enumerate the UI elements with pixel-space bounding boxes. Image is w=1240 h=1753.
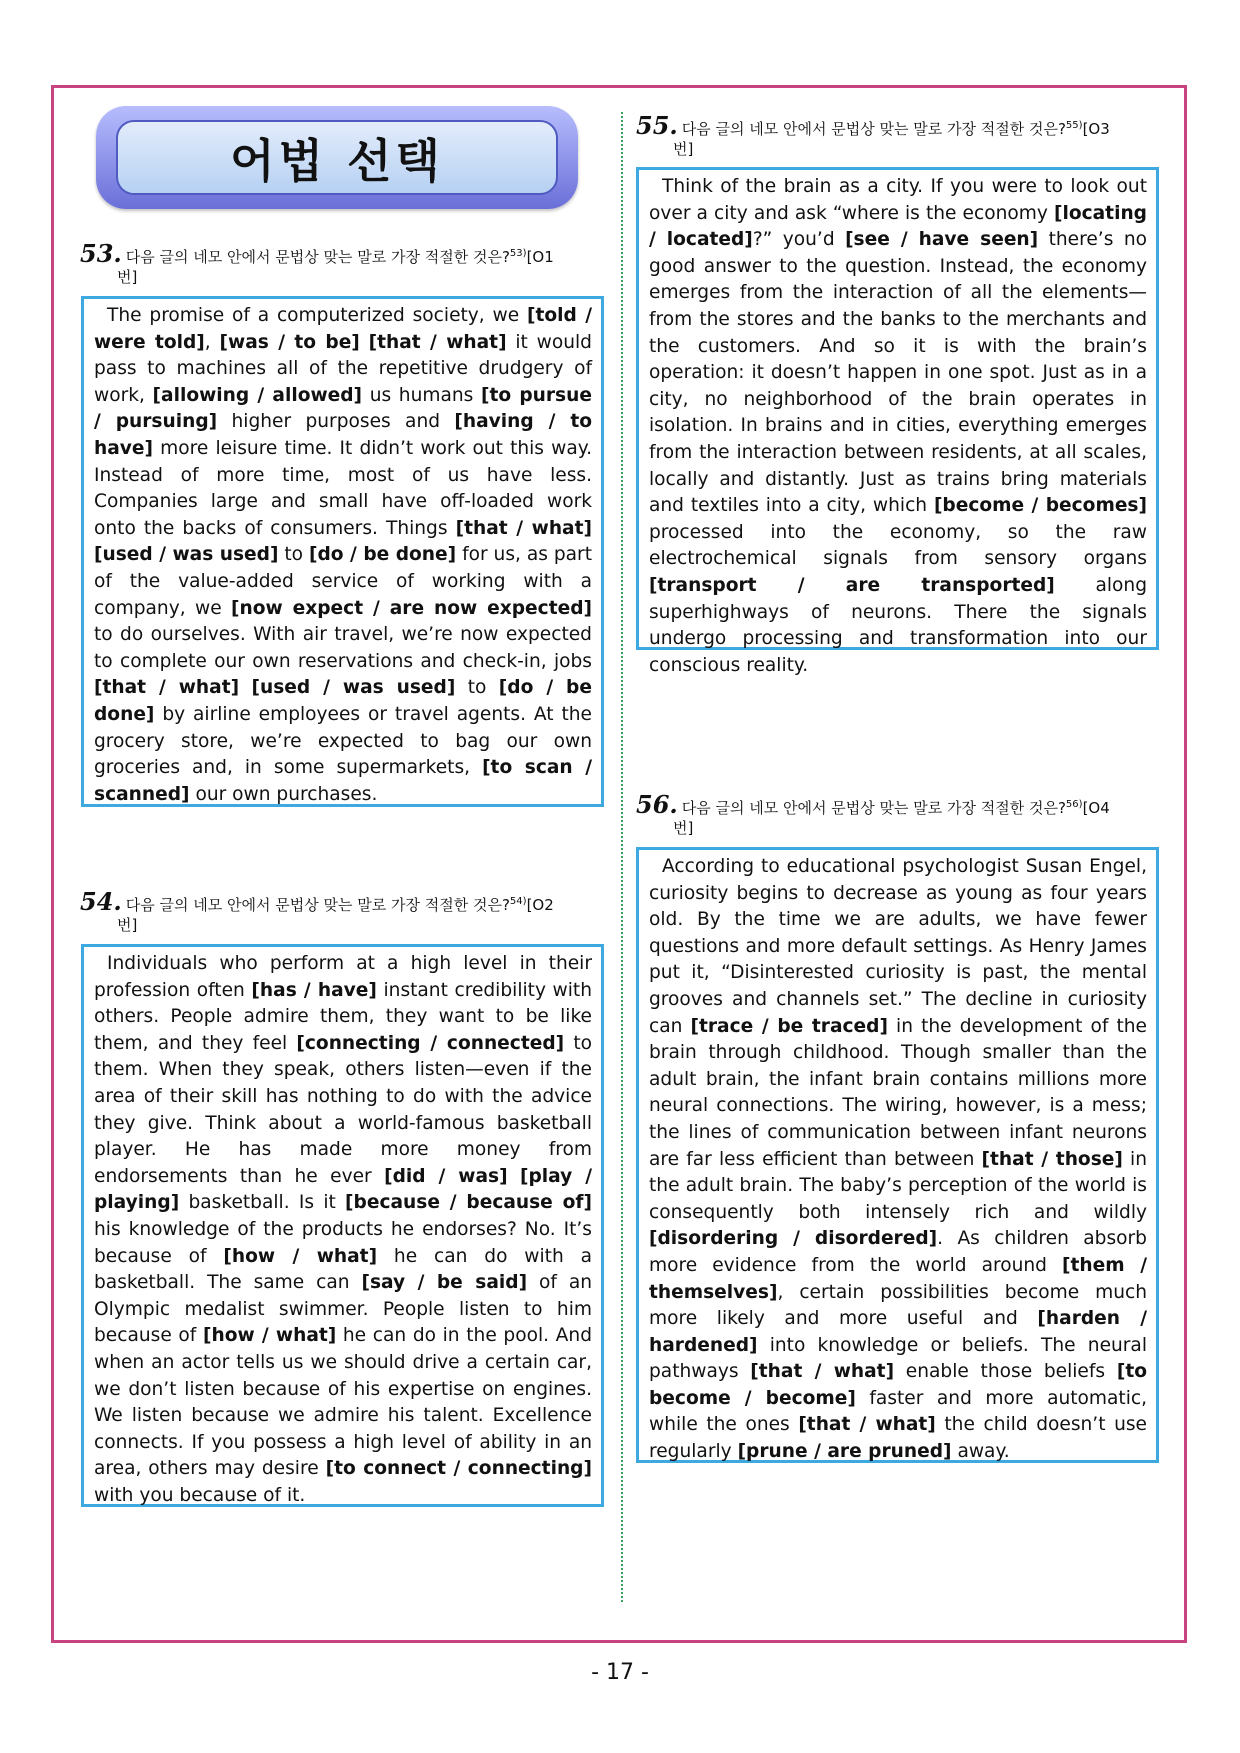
question-55-header xyxy=(636,111,1161,159)
question-number: 53. xyxy=(80,239,122,268)
footnote-ref: 56) xyxy=(1065,799,1083,810)
answer-choice: [become / becomes] xyxy=(933,495,1147,517)
answer-choice: [told / were told] xyxy=(94,305,592,353)
answer-choice: [that / what] xyxy=(368,331,507,353)
question-53-header xyxy=(80,239,610,287)
answer-choice: [that / what] xyxy=(798,1414,936,1436)
answer-choice: [because / because of] xyxy=(345,1192,592,1214)
answer-choice: [play / playing] xyxy=(94,1165,592,1214)
question-54-passage: Individuals who perform at a high level in their profession often [has / have] instant credibility with others. People admire them, they want to be like them, and they feel [connecting / connected] to them. When they speak, others listen—even if the area of their skill has nothing to do with the advice they give. Think about a world-famous basketball player. He has made more money from endorsements than he ever [did / was] [play / playing] basketball. Is it [because / because of] his knowledge of the products he endorses? No. It’s because of [how / what] he can do with a basketball. The same can [say / be said] of an Olympic medalist swimmer. People listen to him because of [how / what] he can do in the pool. And when an actor tells us we should drive a certain car, we don’t listen because of his expertise on engines. We listen because we admire his talent. Excellence connects. If you possess a high level of ability in an area, others may desire [to connect / connecting] with you because of it. xyxy=(94,953,592,1506)
answer-choice: [to scan / scanned] xyxy=(94,757,592,805)
column-divider xyxy=(621,112,623,1602)
question-tail: [O1 xyxy=(526,248,554,266)
answer-choice: [see / have seen] xyxy=(845,229,1039,251)
answer-choice: [was / to be] xyxy=(219,331,360,353)
question-55-passage-box xyxy=(636,167,1159,676)
question-56-header xyxy=(636,790,1161,838)
answer-choice: [trace / be traced] xyxy=(690,1015,888,1037)
question-prompt: 다음 글의 네모 안에서 문법상 맞는 말로 가장 적절한 것은? xyxy=(125,896,510,914)
answer-choice: [that / what] xyxy=(750,1361,895,1383)
answer-choice: [did / was] xyxy=(384,1165,508,1187)
question-tail-line: 번] xyxy=(117,916,138,934)
question-54-header xyxy=(80,887,610,935)
footnote-ref: 55) xyxy=(1065,120,1083,131)
section-title-plate xyxy=(116,120,558,195)
answer-choice: [to become / become] xyxy=(649,1361,1147,1409)
question-prompt: 다음 글의 네모 안에서 문법상 맞는 말로 가장 적절한 것은? xyxy=(681,799,1066,817)
question-tail: [O3 xyxy=(1082,120,1110,138)
question-tail-line: 번] xyxy=(673,140,694,158)
answer-choice: [having / to have] xyxy=(94,411,592,459)
question-number: 56. xyxy=(636,790,678,819)
answer-choice: [how / what] xyxy=(223,1245,378,1267)
answer-choice: [that / what] xyxy=(455,517,592,539)
answer-choice: [harden / hardened] xyxy=(649,1308,1147,1356)
answer-choice: [prune / are pruned] xyxy=(737,1441,952,1463)
answer-choice: [connecting / connected] xyxy=(296,1032,565,1054)
question-prompt: 다음 글의 네모 안에서 문법상 맞는 말로 가장 적절한 것은? xyxy=(681,120,1066,138)
answer-choice: [used / was used] xyxy=(251,677,456,699)
answer-choice: [transport / are transported] xyxy=(649,574,1055,596)
answer-choice: [has / have] xyxy=(251,979,377,1001)
answer-choice: [to pursue / pursuing] xyxy=(94,384,592,433)
footnote-ref: 53) xyxy=(509,248,527,259)
question-tail-line: 번] xyxy=(673,819,694,837)
answer-choice: [now expect / are now expected] xyxy=(231,597,592,619)
answer-choice: [them / themselves] xyxy=(649,1254,1147,1303)
answer-choice: [disordering / disordered] xyxy=(649,1228,938,1250)
footnote-ref: 54) xyxy=(509,896,527,907)
question-tail: [O4 xyxy=(1082,799,1110,817)
page-number: - 17 - xyxy=(591,1660,649,1685)
question-53-passage: The promise of a computerized society, we [told / were told], [was / to be] [that / what] it would pass to machines all of the repetitive drudgery of work, [allowing / allowed] us humans [to pursue / pursuing] higher purposes and [having / to have] more leisure time. It didn’t work out this way. Instead of more time, most of us have less. Companies large and small have off-loaded work onto the backs of consumers. Things [that / what] [used / was used] to [do / be done] for us, as part of the value-added service of working with a company, we [now expect / are now expected] to do ourselves. With air travel, we’re now expected to complete our own reservations and check-in, jobs [that / what] [used / was used] to [do / be done] by airline employees or travel agents. At the grocery store, we’re expected to bag our own groceries and, in some supermarkets, [to scan / scanned] our own purchases. xyxy=(94,305,592,805)
answer-choice: [allowing / allowed] xyxy=(152,384,363,406)
question-tail-line: 번] xyxy=(117,268,138,286)
section-title-badge xyxy=(96,106,578,209)
question-56-passage-box xyxy=(636,847,1159,1463)
question-number: 55. xyxy=(636,111,678,140)
question-54-passage-box xyxy=(81,944,604,1507)
question-55-passage: Think of the brain as a city. If you were to look out over a city and ask “where is the economy [locating / located]?” you’d [see / have seen] there’s no good answer to the question. Instead, the economy emerges from the interaction of all the elements—from the stores and the banks to the merchants and the customers. And so it is with the brain’s operation: it doesn’t happen in one spot. Just as in a city, no neighborhood of the brain operates in isolation. In brains and in cities, everything emerges from the interaction between residents, at all scales, locally and distantly. Just as trains bring materials and textiles into a city, which [become / becomes] processed into the economy, so the raw electrochemical signals from sensory organs [transport / are transported] along superhighways of neurons. There the signals undergo processing and transformation into our conscious reality. xyxy=(649,176,1147,676)
answer-choice: [do / be done] xyxy=(308,544,457,566)
answer-choice: [that / those] xyxy=(981,1148,1123,1170)
answer-choice: [used / was used] xyxy=(94,544,279,566)
question-56-passage: According to educational psychologist Susan Engel, curiosity begins to decrease as young as four years old. By the time we are adults, we have fewer questions and more default settings. As Henry James put it, “Disinterested curiosity is past, the mental grooves and channels set.” The decline in curiosity can [trace / be traced] in the development of the brain through childhood. Though smaller than the adult brain, the infant brain contains millions more neural connections. The wiring, however, is a mess; the lines of communication between infant neurons are far less efficient than between [that / those] in the adult brain. The baby’s perception of the world is consequently both intensely rich and wildly [disordering / disordered]. As children absorb more evidence from the world around [them / themselves], certain possibilities become much more likely and more useful and [harden / hardened] into knowledge or beliefs. The neural pathways [that / what] enable those beliefs [to become / become] faster and more automatic, while the ones [that / what] the child doesn’t use regularly [prune / are pruned] away. xyxy=(649,856,1148,1463)
answer-choice: [how / what] xyxy=(203,1325,337,1347)
answer-choice: [say / be said] xyxy=(361,1272,528,1294)
answer-choice: [to connect / connecting] xyxy=(325,1458,592,1480)
question-prompt: 다음 글의 네모 안에서 문법상 맞는 말로 가장 적절한 것은? xyxy=(125,248,510,266)
answer-choice: [locating / located] xyxy=(649,202,1147,251)
answer-choice: [that / what] xyxy=(94,677,240,699)
section-title: 어법 선택 xyxy=(230,133,444,188)
question-number: 54. xyxy=(80,887,122,916)
question-53-passage-box xyxy=(81,296,604,807)
question-tail: [O2 xyxy=(526,896,554,914)
answer-choice: [do / be done] xyxy=(94,677,592,725)
